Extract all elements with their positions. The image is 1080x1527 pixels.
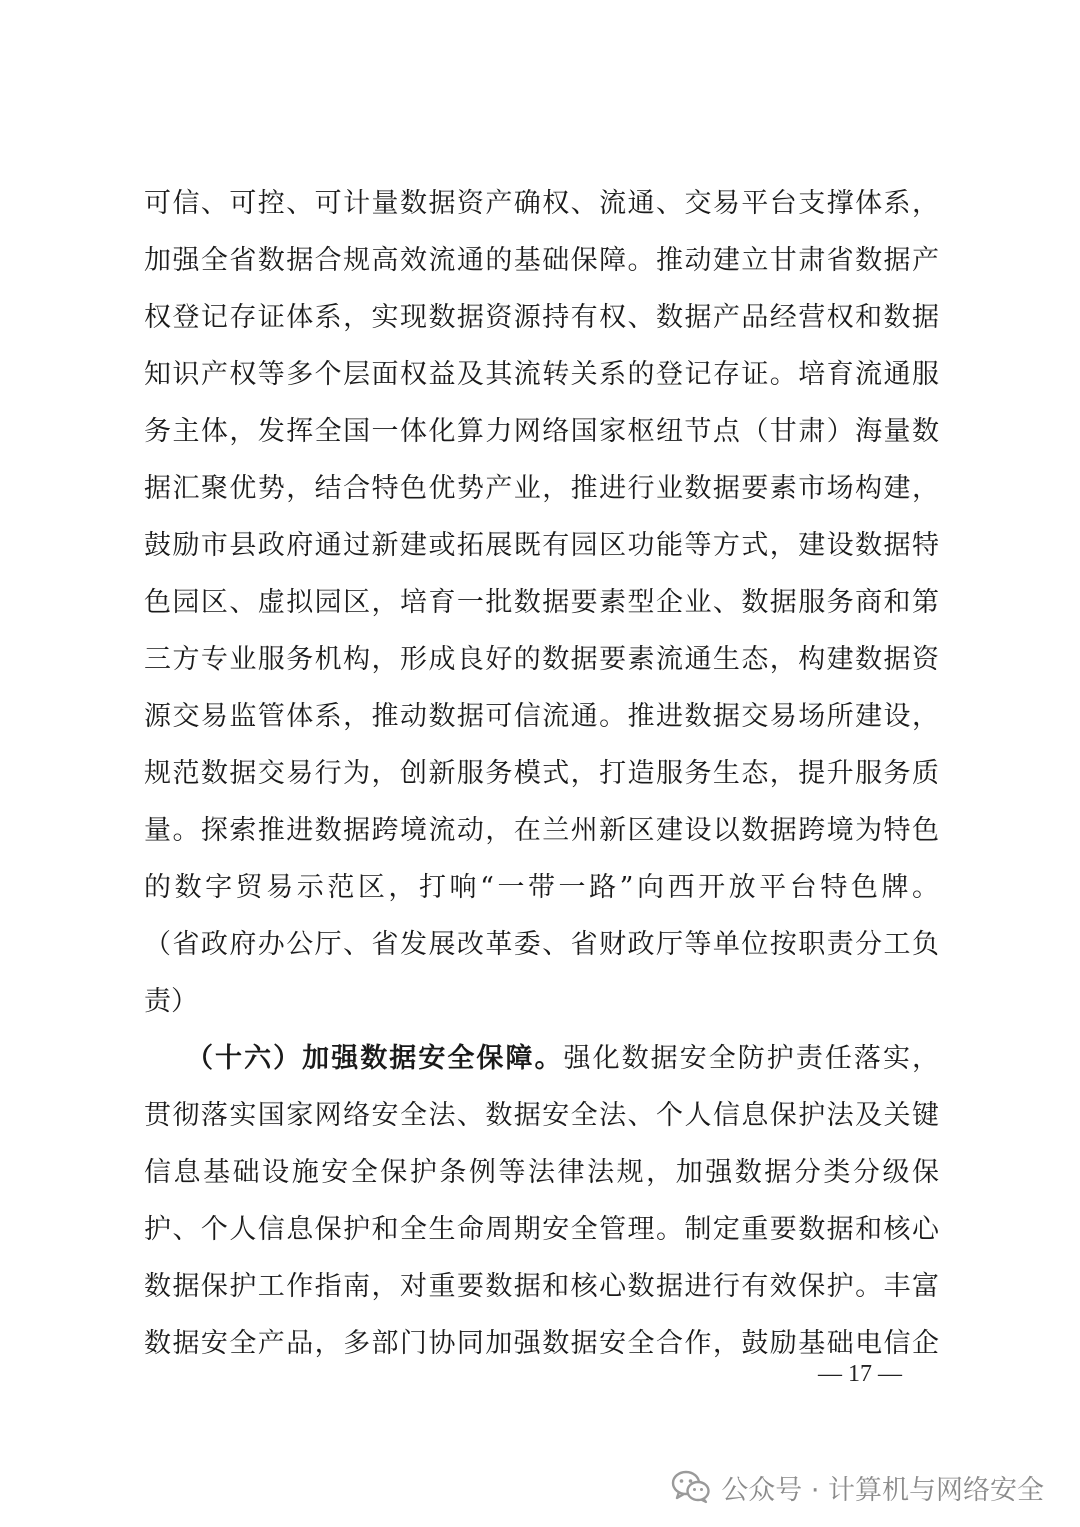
paragraph-line: 量。探索推进数据跨境流动，在兰州新区建设以数据跨境为特色 bbox=[144, 815, 939, 846]
paragraph-line: 信息基础设施安全保护条例等法律法规，加强数据分类分级保 bbox=[144, 1157, 939, 1188]
paragraph-line: 可信、可控、可计量数据资产确权、流通、交易平台支撑体系， bbox=[144, 188, 939, 219]
paragraph-line: 权登记存证体系，实现数据资源持有权、数据产品经营权和数据 bbox=[144, 302, 939, 333]
paragraph-line: 的数字贸易示范区，打响“一带一路”向西开放平台特色牌。 bbox=[144, 872, 939, 903]
paragraph-line: 鼓励市县政府通过新建或拓展既有园区功能等方式，建设数据特 bbox=[144, 530, 939, 561]
paragraph-line: 加强全省数据合规高效流通的基础保障。推动建立甘肃省数据产 bbox=[144, 245, 939, 276]
paragraph-line: 务主体，发挥全国一体化算力网络国家枢纽节点（甘肃）海量数 bbox=[144, 416, 939, 447]
paragraph-line: 色园区、虚拟园区，培育一批数据要素型企业、数据服务商和第 bbox=[144, 587, 939, 618]
wechat-icon bbox=[671, 1470, 711, 1504]
section-16-first-line bbox=[186, 1038, 939, 1080]
page-number: — 17 — bbox=[818, 1361, 902, 1387]
section-16-heading: （十六）加强数据安全保障。 bbox=[186, 1043, 564, 1074]
watermark-text: 公众号 · 计算机与网络安全 bbox=[721, 1474, 1044, 1506]
paragraph-line: 三方专业服务机构，形成良好的数据要素流通生态，构建数据资 bbox=[144, 644, 939, 675]
watermark bbox=[671, 1467, 1044, 1507]
section-16-first-line-text: 强化数据安全防护责任落实， bbox=[563, 1043, 940, 1074]
paragraph-line: 数据安全产品，多部门协同加强数据安全合作，鼓励基础电信企 bbox=[144, 1328, 939, 1359]
paragraph-line: 源交易监管体系，推动数据可信流通。推进数据交易场所建设， bbox=[144, 701, 939, 732]
paragraph-line: 贯彻落实国家网络安全法、数据安全法、个人信息保护法及关键 bbox=[144, 1100, 939, 1131]
paragraph-line: 知识产权等多个层面权益及其流转关系的登记存证。培育流通服 bbox=[144, 359, 939, 390]
paragraph-line: 据汇聚优势，结合特色优势产业，推进行业数据要素市场构建， bbox=[144, 473, 939, 504]
paragraph-line: 规范数据交易行为，创新服务模式，打造服务生态，提升服务质 bbox=[144, 758, 939, 789]
paragraph-line: （省政府办公厅、省发展改革委、省财政厅等单位按职责分工负 bbox=[144, 929, 939, 960]
paragraph-line: 数据保护工作指南，对重要数据和核心数据进行有效保护。丰富 bbox=[144, 1271, 939, 1302]
paragraph-line: 责） bbox=[144, 986, 198, 1017]
paragraph-line: 护、个人信息保护和全生命周期安全管理。制定重要数据和核心 bbox=[144, 1214, 939, 1245]
